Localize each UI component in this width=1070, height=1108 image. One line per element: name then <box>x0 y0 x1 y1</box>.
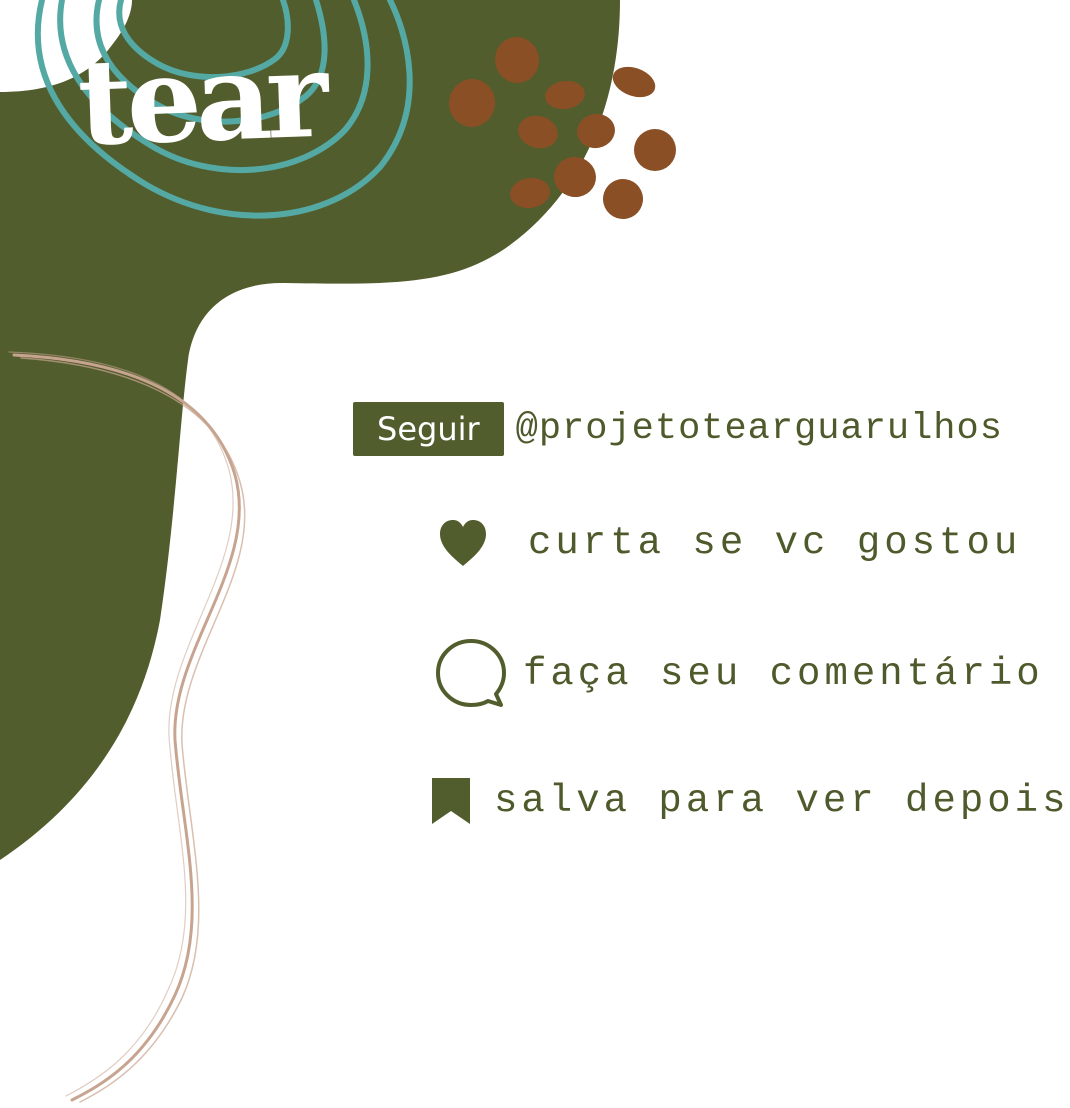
instagram-handle[interactable]: @projetotearguarulhos <box>515 408 1003 450</box>
like-row[interactable] <box>436 517 1021 569</box>
like-text: curta se vc gostou <box>528 521 1022 565</box>
speech-bubble-icon <box>433 636 509 712</box>
follow-row <box>353 402 1003 456</box>
tear-logo: tear <box>75 24 325 173</box>
bookmark-icon <box>430 776 472 826</box>
save-row[interactable] <box>430 776 1069 826</box>
comment-text: faça seu comentário <box>523 652 1044 696</box>
heart-icon <box>436 517 490 569</box>
follow-button[interactable]: Seguir <box>353 402 504 456</box>
comment-row[interactable] <box>433 636 1044 712</box>
save-text: salva para ver depois <box>494 779 1070 823</box>
